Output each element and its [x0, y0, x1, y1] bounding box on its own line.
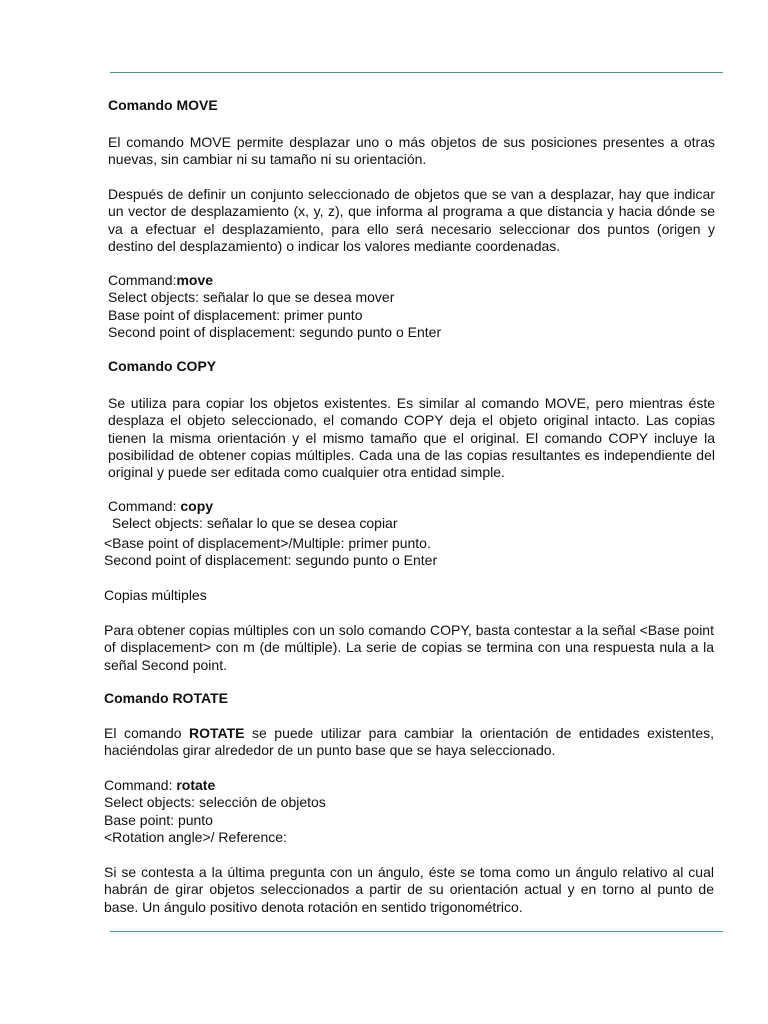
top-divider	[110, 72, 723, 73]
rotate-command-prefix: Command:	[104, 777, 177, 793]
move-line-1: Select objects: señalar lo que se desea mover	[108, 289, 395, 306]
copy-command-line	[108, 498, 715, 515]
rotate-command-line	[104, 777, 714, 794]
rotate-line-2: Base point: punto	[104, 811, 213, 828]
move-command-line	[108, 272, 715, 289]
copy-multiple-heading: Copias múltiples	[104, 587, 207, 603]
move-command-prefix: Command:	[108, 272, 177, 288]
copy-command-name: copy	[180, 498, 214, 514]
move-heading: Comando MOVE	[108, 97, 218, 113]
rotate-p1-bold: ROTATE	[189, 725, 245, 741]
move-line-3: Second point of displacement: segundo punto o Enter	[108, 323, 442, 340]
rotate-p1-before: El comando	[104, 725, 190, 741]
copy-command-block	[108, 498, 715, 533]
rotate-paragraph-1	[104, 725, 714, 760]
rotate-paragraph-2: Si se contesta a la última pregunta con un ángulo, éste se toma como un ángulo relativo al cual habrán de girar objetos seleccionados a partir de su orientación actual y en torno al punto de base. Un ángulo positivo denota rotación en sentido trigonométrico.	[104, 864, 714, 915]
move-paragraph-1: El comando MOVE permite desplazar uno o más objetos de sus posiciones presentes a otras nuevas, sin cambiar ni su tamaño ni su orientación.	[108, 134, 715, 168]
copy-line-2: <Base point of displacement>/Multiple: primer punto.	[104, 535, 431, 551]
copy-command-block-2	[104, 535, 714, 570]
copy-paragraph-1: Se utiliza para copiar los objetos existentes. Es similar al comando MOVE, pero mientras éste desplaza el objeto seleccionado, el comando COPY deja el objeto original intacto. Las copias tienen la misma orientación y el mismo tamaño que el original. El comando COPY incluye la posibilidad de obtener copias múltiples. Cada una de las copias resultantes es independiente del original y puede ser editada como cualquier otra entidad simple.	[108, 395, 715, 481]
move-line-2: Base point of displacement: primer punto	[108, 306, 363, 323]
rotate-heading: Comando ROTATE	[104, 690, 228, 706]
rotate-line-1: Select objects: selección de objetos	[104, 794, 326, 811]
copy-line-3: Second point of displacement: segundo punto o Enter	[104, 552, 438, 569]
copy-multiple-paragraph: Para obtener copias múltiples con un solo comando COPY, basta contestar a la señal <Base point of displacement> con m (de múltiple). La serie de copias se termina con una respuesta nula a la señal Second point.	[104, 622, 714, 673]
bottom-divider	[110, 931, 723, 932]
rotate-command-name: rotate	[176, 777, 216, 793]
move-command-block	[108, 272, 715, 341]
rotate-command-block	[104, 777, 714, 846]
move-paragraph-2: Después de definir un conjunto seleccionado de objetos que se van a desplazar, hay que indicar un vector de desplazamiento (x, y, z), que informa al programa a que distancia y hacia dónde se va a efectuar el desplazamiento, para ello será necesario seleccionar dos puntos (origen y destino del desplazamiento) o indicar los valores mediante coordenadas.	[108, 186, 715, 254]
rotate-line-3: <Rotation angle>/ Reference:	[104, 828, 287, 845]
move-command-name: move	[176, 272, 214, 288]
rotate-p1-after: se puede utilizar para cambiar la orientación de entidades existentes, haciéndolas girar alrededor de un punto base que se haya seleccionado.	[104, 725, 714, 759]
copy-heading: Comando COPY	[108, 358, 217, 374]
copy-command-prefix: Command:	[108, 498, 181, 514]
copy-line-1: Select objects: señalar lo que se desea copiar	[108, 515, 398, 532]
